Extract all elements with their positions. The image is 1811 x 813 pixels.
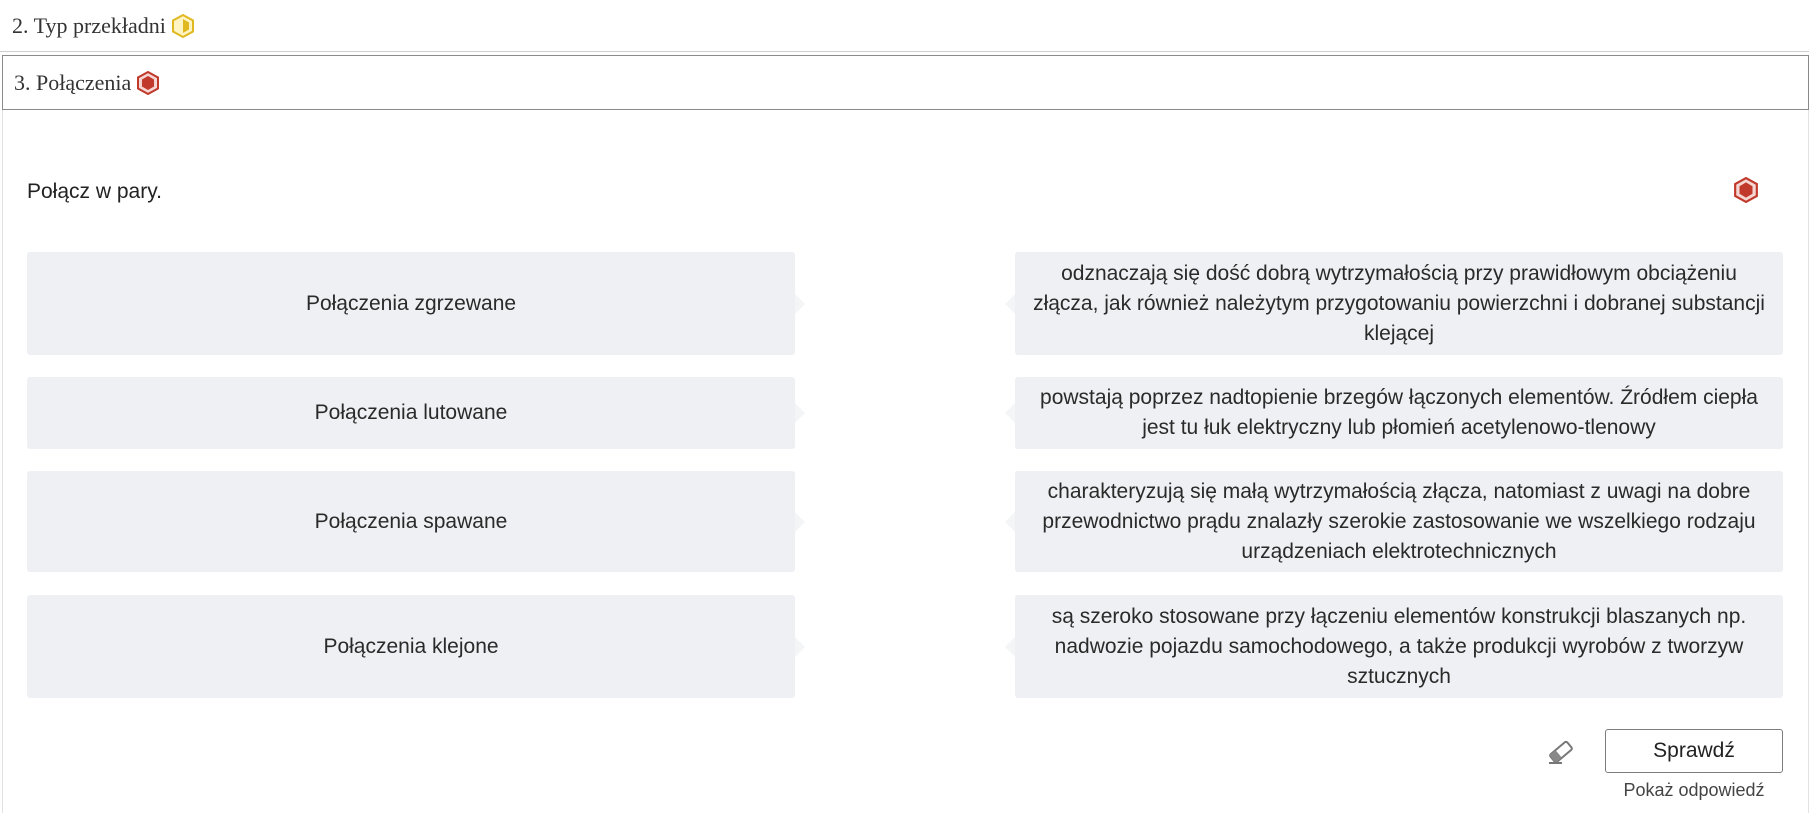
exercise-instruction: Połącz w pary.: [27, 180, 162, 203]
pair-left-item[interactable]: [27, 377, 795, 449]
pair-left-label: Połączenia spawane: [314, 509, 508, 533]
pair-right-label: powstają poprzez nadtopienie brzegów łączonych elementów. Źródłem ciepła jest tu łuk elektryczny lub płomień acetylenowo-tlenowy: [1040, 386, 1758, 439]
pair-right-label: charakteryzują się małą wytrzymałością złącza, natomiast z uwagi na dobre przewodnictwo prądu znalazły szerokie zastosowanie we wszelkiego rodzaju urządzeniach elektrotechnicznych: [1042, 479, 1756, 563]
pair-left-label: Połączenia zgrzewane: [305, 291, 517, 315]
section-header-typ-przekladni[interactable]: [0, 0, 1809, 52]
pair-left-label: Połączenia lutowane: [314, 401, 508, 424]
section-title: 2. Typ przekładni: [12, 12, 166, 38]
pair-right-item[interactable]: [1015, 595, 1783, 698]
pair-left-label: Połączenia klejone: [323, 634, 499, 658]
partial-status-hexagon-icon: [172, 14, 194, 38]
eraser-icon[interactable]: [1546, 738, 1576, 766]
pair-right-item[interactable]: [1015, 252, 1783, 355]
exercise-panel: [2, 110, 1809, 813]
pair-left-item[interactable]: [27, 595, 795, 698]
section-header-polaczenia[interactable]: [2, 55, 1809, 110]
pair-left-item[interactable]: [27, 471, 795, 572]
section-title: 3. Połączenia: [14, 69, 132, 95]
pair-right-item[interactable]: [1015, 471, 1783, 572]
show-answer-link[interactable]: Pokaż odpowiedź: [1623, 780, 1765, 800]
check-button[interactable]: Sprawdź: [1605, 729, 1783, 773]
exercise-status-hexagon-icon: [1734, 177, 1758, 208]
pair-right-item[interactable]: [1015, 377, 1783, 449]
pair-right-label: odznaczają się dość dobrą wytrzymałością przy prawidłowym obciążeniu złącza, jak również należytym przygotowaniu powierzchni i dobranej substancji klejącej: [1033, 261, 1765, 345]
pair-left-item[interactable]: [27, 252, 795, 355]
pair-right-label: są szeroko stosowane przy łączeniu elementów konstrukcji blaszanych np. nadwozie pojazdu samochodowego, a także produkcji wyrobów z tworzyw sztucznych: [1051, 604, 1747, 688]
incomplete-status-hexagon-icon: [137, 71, 159, 95]
